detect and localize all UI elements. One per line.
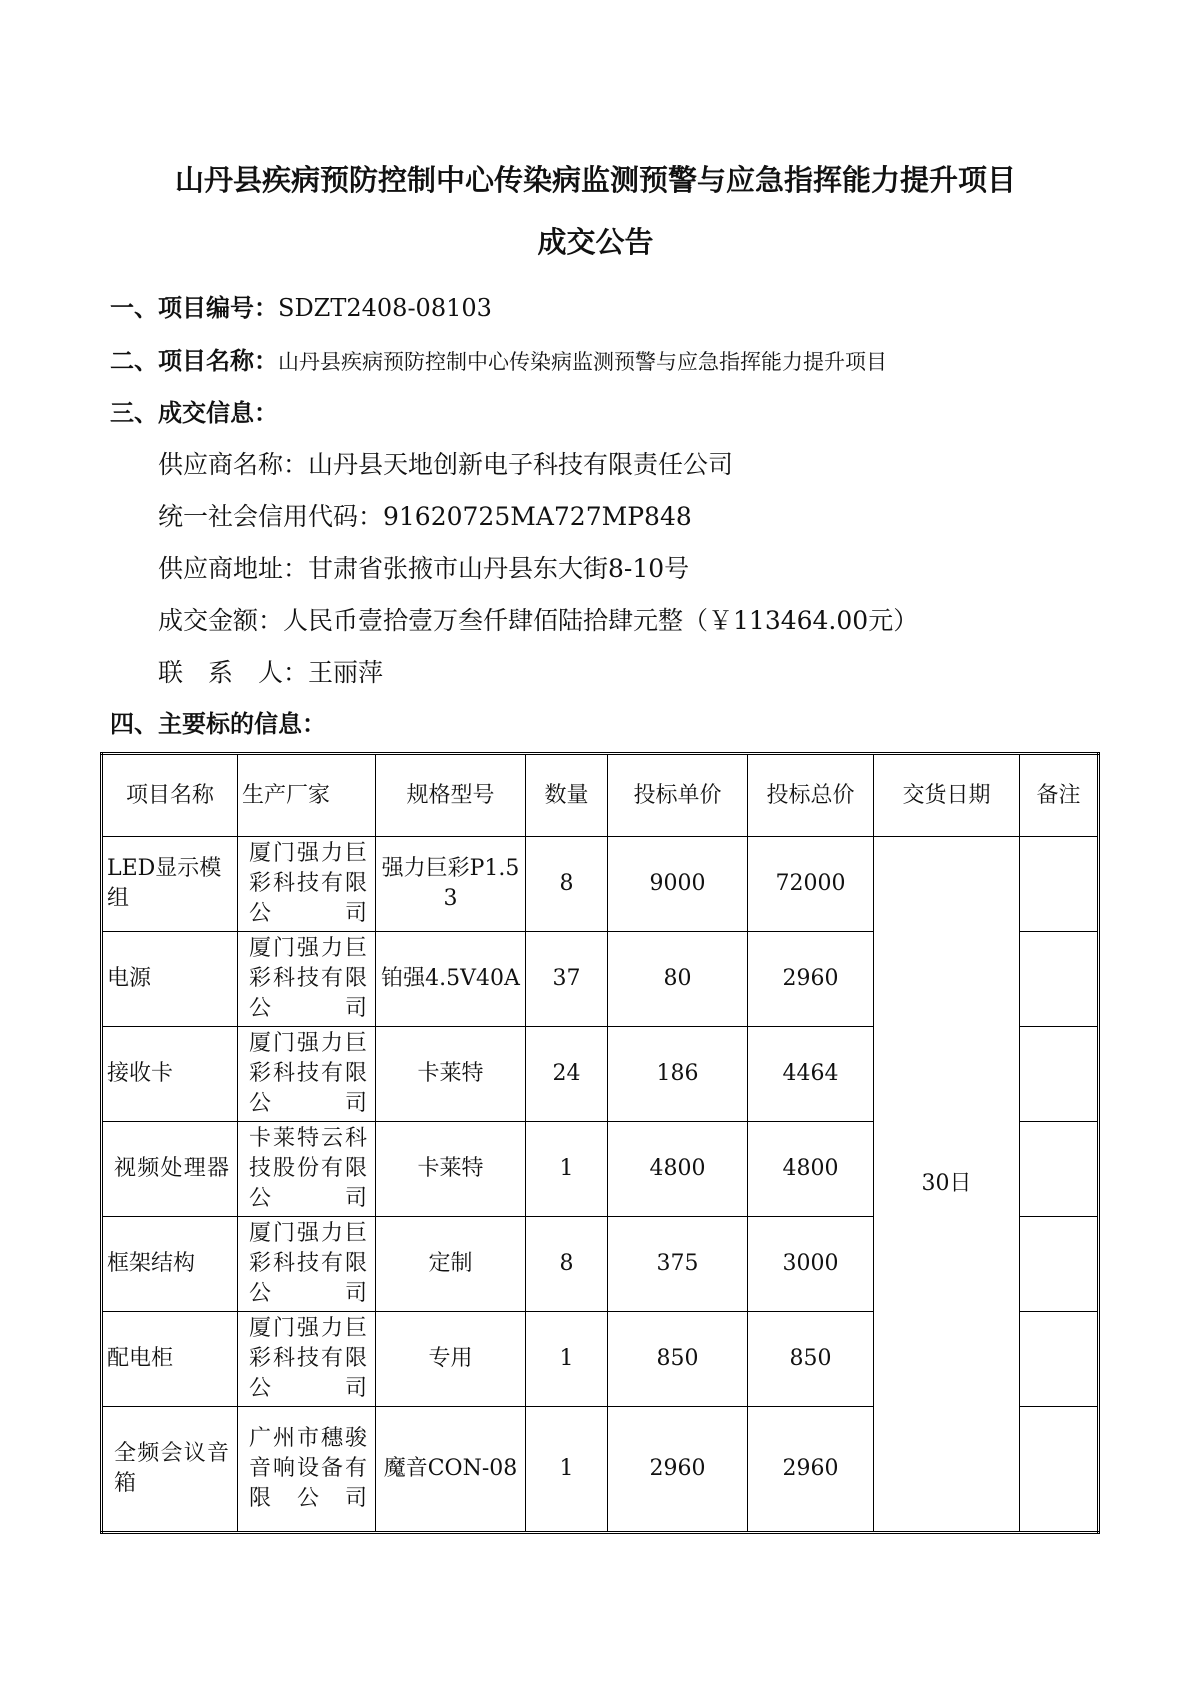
unit-price-cell: 2960	[608, 1407, 748, 1533]
item-name-cell: 全频会议音箱	[102, 1407, 238, 1533]
remarks-cell	[1020, 1122, 1099, 1217]
remarks-cell	[1020, 1407, 1099, 1533]
project-number-label: 一、项目编号：	[110, 294, 278, 322]
project-name-value: 山丹县疾病预防控制中心传染病监测预警与应急指挥能力提升项目	[278, 350, 887, 374]
header-unit-price: 投标单价	[608, 754, 748, 837]
unit-price-cell: 4800	[608, 1122, 748, 1217]
total-price-cell: 4800	[748, 1122, 874, 1217]
manufacturer-cell: 厦门强力巨彩科技有限公司	[238, 1312, 376, 1407]
bid-items-table	[100, 752, 1100, 1534]
spec-cell: 定制	[376, 1217, 526, 1312]
project-name-label: 二、项目名称：	[110, 347, 278, 375]
quantity-cell: 1	[526, 1122, 608, 1217]
manufacturer-cell: 厦门强力巨彩科技有限公司	[238, 932, 376, 1027]
quantity-cell: 1	[526, 1407, 608, 1533]
remarks-cell	[1020, 1217, 1099, 1312]
header-delivery-date: 交货日期	[874, 754, 1020, 837]
header-spec: 规格型号	[376, 754, 526, 837]
spec-cell: 铂强4.5V40A	[376, 932, 526, 1027]
manufacturer-cell: 厦门强力巨彩科技有限公司	[238, 1217, 376, 1312]
total-price-cell: 2960	[748, 932, 874, 1027]
project-name-section	[110, 341, 887, 376]
unit-price-cell: 375	[608, 1217, 748, 1312]
delivery-date-cell: 30日	[874, 837, 1020, 1533]
document-title: 山丹县疾病预防控制中心传染病监测预警与应急指挥能力提升项目	[174, 163, 1016, 197]
total-price-cell: 3000	[748, 1217, 874, 1312]
unit-price-cell: 186	[608, 1027, 748, 1122]
manufacturer-cell: 广州市穗骏音响设备有限公司	[238, 1407, 376, 1533]
spec-cell: 强力巨彩P1.53	[376, 837, 526, 932]
project-number-section	[110, 288, 492, 323]
item-name-cell: 视频处理器	[102, 1122, 238, 1217]
unit-price-cell: 850	[608, 1312, 748, 1407]
quantity-cell: 24	[526, 1027, 608, 1122]
credit-code: 统一社会信用代码：91620725MA727MP848	[158, 502, 692, 531]
unit-price-cell: 80	[608, 932, 748, 1027]
table-header-row	[102, 754, 1099, 837]
item-name-cell: 配电柜	[102, 1312, 238, 1407]
main-items-section	[110, 704, 326, 739]
remarks-cell	[1020, 1027, 1099, 1122]
quantity-cell: 8	[526, 837, 608, 932]
spec-cell: 卡莱特	[376, 1122, 526, 1217]
total-price-cell: 850	[748, 1312, 874, 1407]
table-row	[102, 837, 1099, 932]
header-manufacturer: 生产厂家	[238, 754, 376, 837]
spec-cell: 卡莱特	[376, 1027, 526, 1122]
spec-cell: 专用	[376, 1312, 526, 1407]
header-quantity: 数量	[526, 754, 608, 837]
item-name-cell: 框架结构	[102, 1217, 238, 1312]
item-name-cell: 电源	[102, 932, 238, 1027]
remarks-cell	[1020, 837, 1099, 932]
remarks-cell	[1020, 932, 1099, 1027]
document-subtitle: 成交公告	[537, 225, 654, 259]
total-price-cell: 2960	[748, 1407, 874, 1533]
total-price-cell: 72000	[748, 837, 874, 932]
supplier-name: 供应商名称：山丹县天地创新电子科技有限责任公司	[158, 450, 734, 479]
quantity-cell: 37	[526, 932, 608, 1027]
unit-price-cell: 9000	[608, 837, 748, 932]
deal-info-section	[110, 393, 278, 428]
header-remarks: 备注	[1020, 754, 1099, 837]
contact-person: 联 系 人：王丽萍	[158, 658, 384, 687]
quantity-cell: 1	[526, 1312, 608, 1407]
header-total-price: 投标总价	[748, 754, 874, 837]
deal-info-label: 三、成交信息：	[110, 399, 278, 427]
deal-amount: 成交金额：人民币壹拾壹万叁仟肆佰陆拾肆元整（￥113464.00元）	[158, 606, 919, 635]
supplier-address: 供应商地址：甘肃省张掖市山丹县东大街8-10号	[158, 554, 690, 583]
header-item-name: 项目名称	[102, 754, 238, 837]
spec-cell: 魔音CON-08	[376, 1407, 526, 1533]
item-name-cell: LED显示模组	[102, 837, 238, 932]
manufacturer-cell: 厦门强力巨彩科技有限公司	[238, 837, 376, 932]
project-number-value: SDZT2408-08103	[278, 294, 492, 322]
manufacturer-cell: 卡莱特云科技股份有限公司	[238, 1122, 376, 1217]
quantity-cell: 8	[526, 1217, 608, 1312]
total-price-cell: 4464	[748, 1027, 874, 1122]
main-items-label: 四、主要标的信息：	[110, 710, 326, 738]
item-name-cell: 接收卡	[102, 1027, 238, 1122]
manufacturer-cell: 厦门强力巨彩科技有限公司	[238, 1027, 376, 1122]
remarks-cell	[1020, 1312, 1099, 1407]
